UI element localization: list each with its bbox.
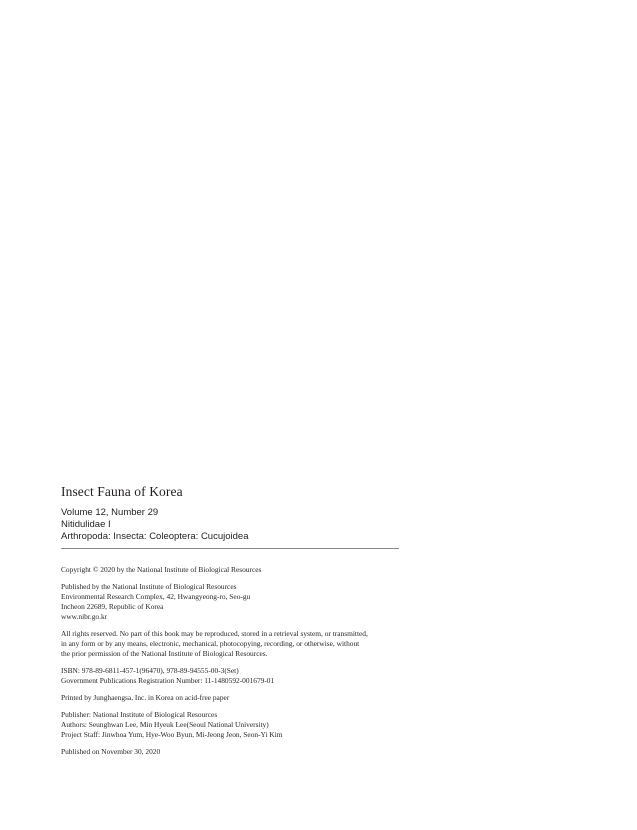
publisher-credit-line: Publisher: National Institute of Biological Resources [61, 710, 218, 719]
printer-notice [61, 693, 401, 703]
taxonomic-classification: Arthropoda: Insecta: Coleoptera: Cucujoidea [61, 531, 249, 542]
publication-date-line: Published on November 30, 2020 [61, 747, 161, 756]
registration-number-line: Government Publications Registration Number: 11-1480592-001679-01 [61, 676, 275, 685]
series-title: Insect Fauna of Korea [61, 484, 183, 499]
isbn-block [61, 666, 401, 686]
publisher-block [61, 582, 401, 622]
colophon-block [61, 484, 401, 764]
project-staff-line: Project Staff: Jinwhoa Yum, Hye-Woo Byun, Mi-Jeong Jeon, Seon-Yi Kim [61, 730, 283, 739]
divider-rule [61, 548, 399, 549]
address-line: Environmental Research Complex, 42, Hwangyeong-ro, Seo-gu [61, 592, 251, 601]
printer-line: Printed by Junghaengsa, Inc. in Korea on acid-free paper [61, 693, 230, 702]
website-line: www.nibr.go.kr [61, 612, 108, 621]
copyright-notice [61, 565, 401, 575]
publisher-line: Published by the National Institute of Biological Resources [61, 582, 237, 591]
credits-block [61, 710, 401, 740]
isbn-line: ISBN: 978-89-6811-457-1(96470), 978-89-94555-00-3(Set) [61, 666, 239, 675]
family-name: Nitidulidae I [61, 519, 111, 530]
city-line: Incheon 22689, Republic of Korea [61, 602, 164, 611]
rights-statement [61, 629, 401, 659]
copyright-line: Copyright © 2020 by the National Institute of Biological Resources [61, 565, 262, 574]
rights-line: in any form or by any means, electronic, mechanical, photocopying, recording, or otherwise, without [61, 639, 360, 648]
rights-line: All rights reserved. No part of this book may be reproduced, stored in a retrieval system, or transmitted, [61, 629, 368, 638]
volume-number: Volume 12, Number 29 [61, 507, 159, 518]
rights-line: the prior permission of the National Institute of Biological Resources. [61, 649, 268, 658]
authors-line: Authors: Seunghwan Lee, Min Hyeuk Lee(Seoul National University) [61, 720, 269, 729]
publication-date [61, 747, 401, 757]
